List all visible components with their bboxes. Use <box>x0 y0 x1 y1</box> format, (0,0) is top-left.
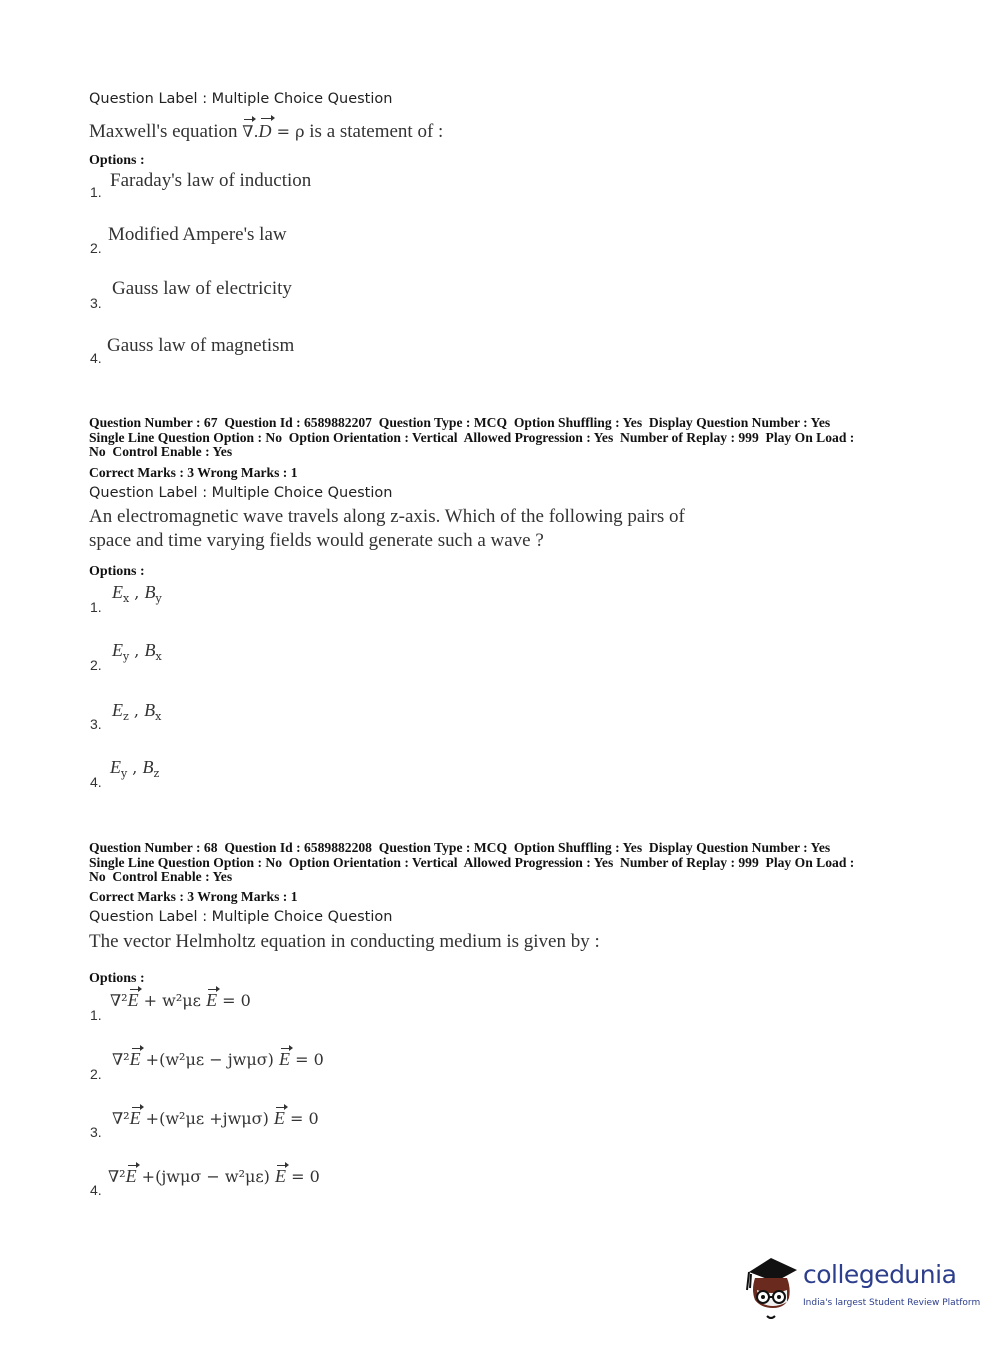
q67-option-2-number[interactable]: 2. <box>90 657 102 673</box>
q68-option-1[interactable]: ∇²E + w²με E = 0 <box>110 990 251 1010</box>
q68-option-3-number[interactable]: 3. <box>90 1124 102 1140</box>
q68-question-text: The vector Helmholtz equation in conducting medium is given by : <box>89 931 600 952</box>
q66-option-4-number[interactable]: 4. <box>90 350 102 366</box>
q68-meta: Question Number : 68 Question Id : 6589882208 Question Type : MCQ Option Shuffling : Yes Display Question Number : Yes Single Line Question Option : No Option Orientation : Vertical Allowed Progression : Yes Number of Replay : 999 Play On Load : No Control Enable : Yes <box>89 840 855 884</box>
q66-question-text: Maxwell's equation ∇.D = ρ is a statement of : <box>89 121 444 142</box>
mascot-icon <box>741 1250 803 1322</box>
q67-meta: Question Number : 67 Question Id : 6589882207 Question Type : MCQ Option Shuffling : Yes Display Question Number : Yes Single Line Question Option : No Option Orientation : Vertical Allowed Progression : Yes Number of Replay : 999 Play On Load : No Control Enable : Yes <box>89 415 855 459</box>
q67-question-text: An electromagnetic wave travels along z-axis. Which of the following pairs of space and time varying fields would generate such a wave ? <box>89 506 685 551</box>
q67-option-1[interactable]: $E_x$ , $B_y$ <box>112 582 162 606</box>
q66-label: Question Label : Multiple Choice Question <box>89 91 393 107</box>
q67-option-3-number[interactable]: 3. <box>90 716 102 732</box>
q67-option-4[interactable]: $E_y$ , $B_z$ <box>110 757 160 781</box>
q68-options-label: Options : <box>89 971 145 986</box>
q67-option-4-number[interactable]: 4. <box>90 774 102 790</box>
logo-tagline: India's largest Student Review Platform <box>803 1298 981 1308</box>
q68-option-2[interactable]: ∇²E +(w²με − jwμσ) E = 0 <box>112 1049 324 1069</box>
q67-label: Question Label : Multiple Choice Question <box>89 485 393 501</box>
q66-option-3[interactable]: Gauss law of electricity <box>112 278 292 299</box>
q66-option-1[interactable]: Faraday's law of induction <box>110 170 312 191</box>
q66-option-4[interactable]: Gauss law of magnetism <box>107 335 295 356</box>
q67-options-label: Options : <box>89 564 145 579</box>
q67-option-3[interactable]: $E_z$ , $B_x$ <box>112 700 162 724</box>
q68-marks: Correct Marks : 3 Wrong Marks : 1 <box>89 889 298 904</box>
q68-option-1-number[interactable]: 1. <box>90 1007 102 1023</box>
q68-option-3[interactable]: ∇²E +(w²με +jwμσ) E = 0 <box>112 1108 319 1128</box>
q68-option-4-number[interactable]: 4. <box>90 1182 102 1198</box>
q68-label: Question Label : Multiple Choice Question <box>89 909 393 925</box>
q67-marks: Correct Marks : 3 Wrong Marks : 1 <box>89 465 298 480</box>
collegedunia-logo <box>741 1250 981 1322</box>
q66-options-label: Options : <box>89 153 145 168</box>
q66-option-1-number[interactable]: 1. <box>90 184 102 200</box>
q66-option-2[interactable]: Modified Ampere's law <box>108 224 287 245</box>
q67-option-1-number[interactable]: 1. <box>90 599 102 615</box>
q66-option-2-number[interactable]: 2. <box>90 240 102 256</box>
maxwell-equation: ∇.D = ρ <box>242 122 304 141</box>
q67-option-2[interactable]: $E_y$ , $B_x$ <box>112 640 162 664</box>
q68-option-4[interactable]: ∇²E +(jwμσ − w²με) E = 0 <box>108 1166 320 1186</box>
q66-option-3-number[interactable]: 3. <box>90 295 102 311</box>
q68-option-2-number[interactable]: 2. <box>90 1066 102 1082</box>
logo-name: collegedunia <box>803 1260 957 1289</box>
